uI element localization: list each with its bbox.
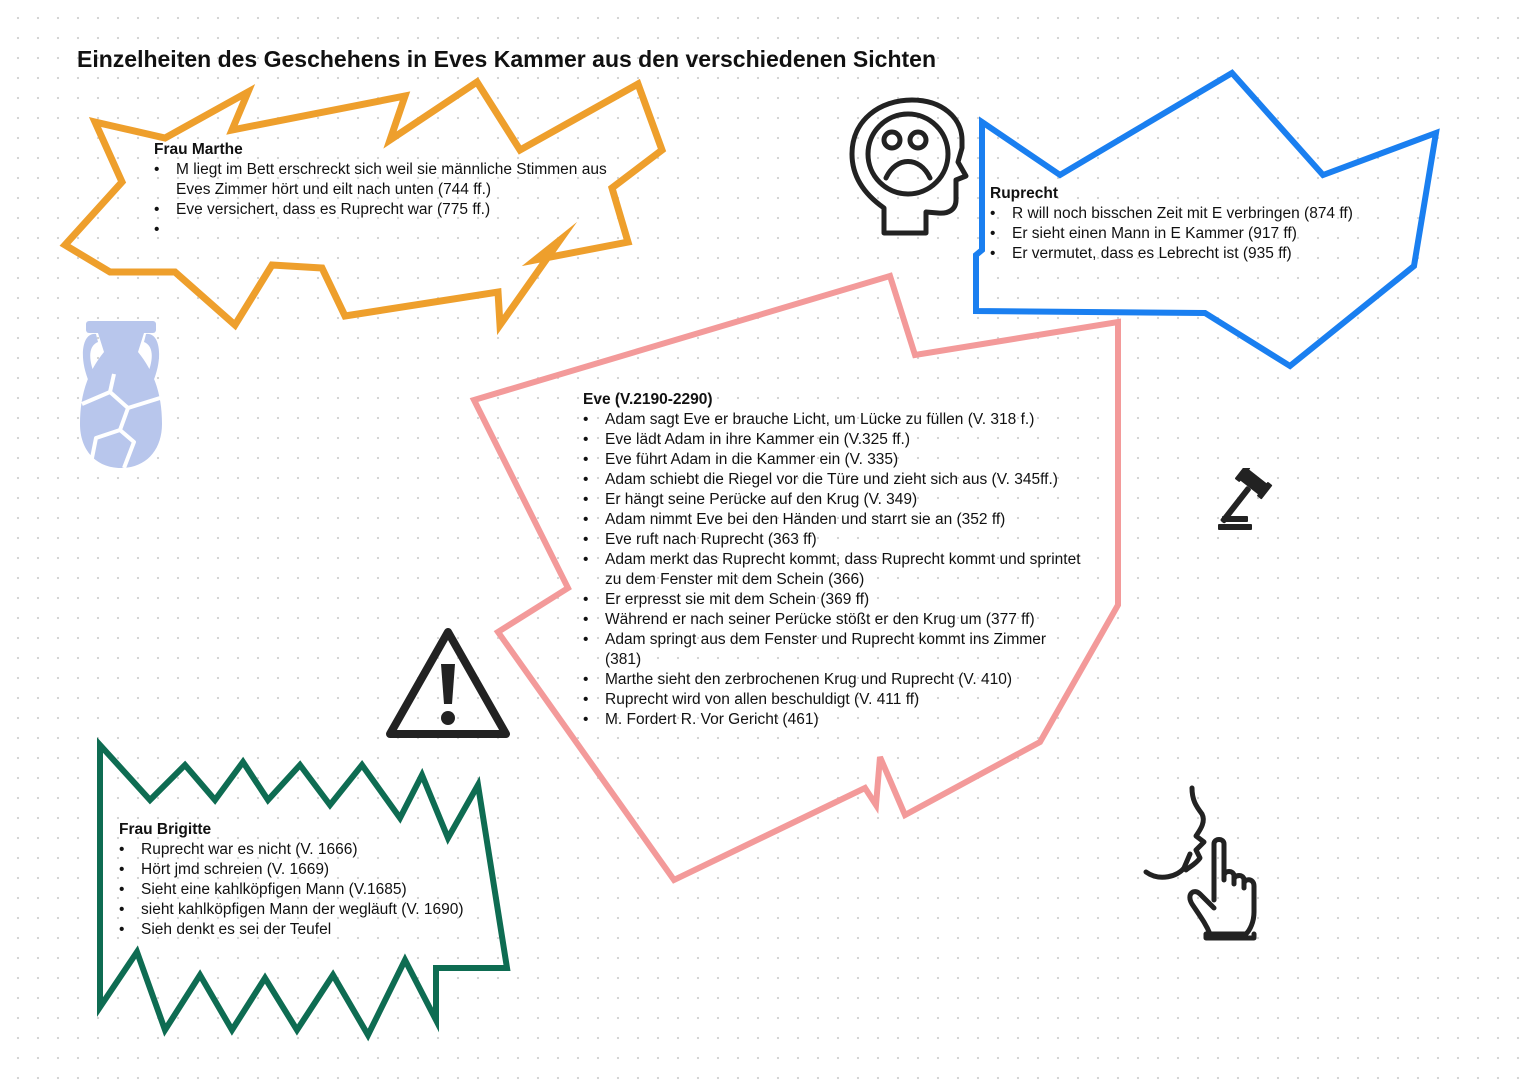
list-item: • M. Fordert R. Vor Gericht (461) bbox=[583, 710, 1083, 730]
list-item bbox=[154, 220, 634, 240]
ruprecht-box bbox=[990, 184, 1410, 264]
list-item: • Adam merkt das Ruprecht kommt, dass Ruprecht kommt und sprintet zu dem Fenster mit dem Schein (366) bbox=[583, 550, 1083, 590]
frau-brigitte-heading: Frau Brigitte bbox=[119, 821, 212, 838]
list-item: • R will noch bisschen Zeit mit E verbringen (874 ff) bbox=[990, 204, 1410, 224]
page-title: Einzelheiten des Geschehens in Eves Kammer aus den verschiedenen Sichten bbox=[77, 46, 936, 72]
eve-box bbox=[583, 390, 1083, 730]
list-item: • Adam springt aus dem Fenster und Ruprecht kommt ins Zimmer (381) bbox=[583, 630, 1083, 670]
list-item: • Sieht eine kahlköpfigen Mann (V.1685) bbox=[119, 880, 509, 900]
list-item: • M liegt im Bett erschreckt sich weil sie männliche Stimmen aus Eves Zimmer hört und eilt nach unten (744 ff.) bbox=[154, 160, 634, 200]
judge-gavel-icon bbox=[1214, 468, 1294, 532]
list-item: • Eve versichert, dass es Ruprecht war (775 ff.) bbox=[154, 200, 634, 220]
warning-icon bbox=[384, 626, 512, 742]
frau-brigitte-list bbox=[119, 840, 509, 940]
list-item: • Ruprecht war es nicht (V. 1666) bbox=[119, 840, 509, 860]
frau-marthe-box bbox=[154, 140, 634, 240]
frau-marthe-list bbox=[154, 160, 634, 240]
list-item: • Er sieht einen Mann in E Kammer (917 ff) bbox=[990, 224, 1410, 244]
ruprecht-list bbox=[990, 204, 1410, 264]
list-item: • Sieh denkt es sei der Teufel bbox=[119, 920, 509, 940]
list-item: • Adam nimmt Eve bei den Händen und starrt sie an (352 ff) bbox=[583, 510, 1083, 530]
broken-jug-icon bbox=[76, 318, 166, 470]
list-item: • Eve führt Adam in die Kammer ein (V. 335) bbox=[583, 450, 1083, 470]
list-item: • Er hängt seine Perücke auf den Krug (V. 349) bbox=[583, 490, 1083, 510]
list-item: • Er erpresst sie mit dem Schein (369 ff) bbox=[583, 590, 1083, 610]
ruprecht-heading: Ruprecht bbox=[990, 185, 1059, 202]
list-item: • Er vermutet, dass es Lebrecht ist (935 ff) bbox=[990, 244, 1410, 264]
list-item: • sieht kahlköpfigen Mann der wegläuft (V. 1690) bbox=[119, 900, 509, 920]
whisper-pointing-hand-icon bbox=[1140, 784, 1270, 944]
eve-heading: Eve (V.2190-2290) bbox=[583, 391, 713, 408]
list-item: • Adam schiebt die Riegel vor die Türe und zieht sich aus (V. 345ff.) bbox=[583, 470, 1083, 490]
sad-face-head-icon bbox=[846, 96, 970, 238]
list-item: • Eve ruft nach Ruprecht (363 ff) bbox=[583, 530, 1083, 550]
list-item: • Eve lädt Adam in ihre Kammer ein (V.325 ff.) bbox=[583, 430, 1083, 450]
frau-marthe-heading: Frau Marthe bbox=[154, 141, 243, 158]
eve-list bbox=[583, 410, 1083, 730]
list-item: • Ruprecht wird von allen beschuldigt (V. 411 ff) bbox=[583, 690, 1083, 710]
list-item: • Hört jmd schreien (V. 1669) bbox=[119, 860, 509, 880]
frau-brigitte-box bbox=[119, 820, 509, 940]
list-item: • Adam sagt Eve er brauche Licht, um Lücke zu füllen (V. 318 f.) bbox=[583, 410, 1083, 430]
list-item: • Während er nach seiner Perücke stößt er den Krug um (377 ff) bbox=[583, 610, 1083, 630]
list-item: • Marthe sieht den zerbrochenen Krug und Ruprecht (V. 410) bbox=[583, 670, 1083, 690]
